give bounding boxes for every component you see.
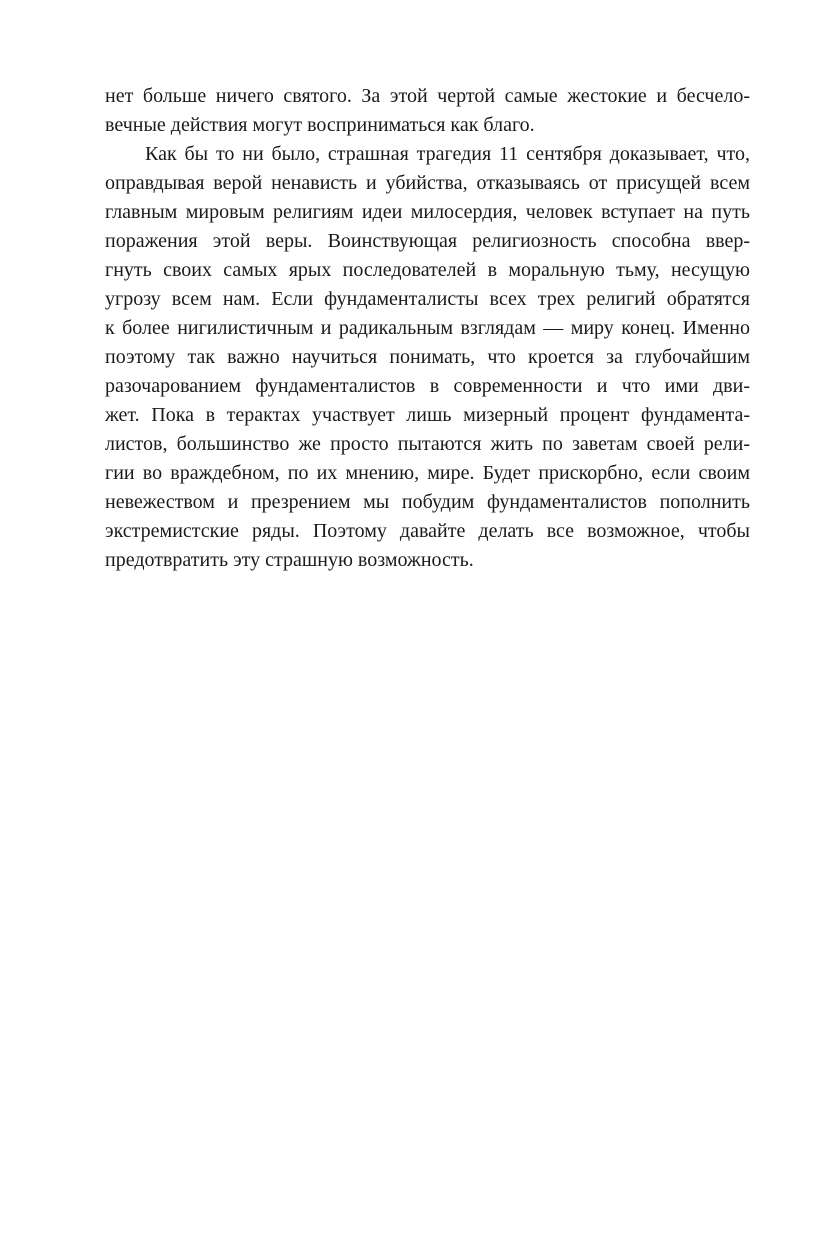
text-line: оправдывая верой ненависть и убийства, отказываясь от присущей всем <box>105 172 750 194</box>
text-line: листов, большинство же просто пытаются жить по заветам своей рели- <box>105 433 750 455</box>
text-line: жет. Пока в терактах участвует лишь мизерный процент фундамента- <box>105 404 750 426</box>
text-line: гнуть своих самых ярых последователей в моральную тьму, несущую <box>105 259 750 281</box>
text-line: поражения этой веры. Воинствующая религиозность способна ввер- <box>105 230 750 252</box>
text-line: предотвратить эту страшную возможность. <box>105 549 474 571</box>
text-line: к более нигилистичным и радикальным взглядам — миру конец. Именно <box>105 317 750 339</box>
paragraph-1 <box>105 82 750 140</box>
text-line: нет больше ничего святого. За этой чертой самые жестокие и бесчело- <box>105 85 750 107</box>
text-line: разочарованием фундаменталистов в современности и что ими дви- <box>105 375 750 397</box>
paragraph-2 <box>105 140 750 575</box>
text-line: экстремистские ряды. Поэтому давайте делать все возможное, чтобы <box>105 520 750 542</box>
text-line: угрозу всем нам. Если фундаменталисты всех трех религий обратятся <box>105 288 750 310</box>
text-line: Как бы то ни было, страшная трагедия 11 сентября доказывает, что, <box>145 143 750 165</box>
body-text <box>105 82 750 575</box>
text-line: невежеством и презрением мы побудим фундаменталистов пополнить <box>105 491 750 513</box>
text-line: вечные действия могут восприниматься как благо. <box>105 114 535 136</box>
text-line: гии во враждебном, по их мнению, мире. Будет прискорбно, если своим <box>105 462 750 484</box>
text-line: поэтому так важно научиться понимать, что кроется за глубочайшим <box>105 346 750 368</box>
text-line: главным мировым религиям идеи милосердия, человек вступает на путь <box>105 201 750 223</box>
